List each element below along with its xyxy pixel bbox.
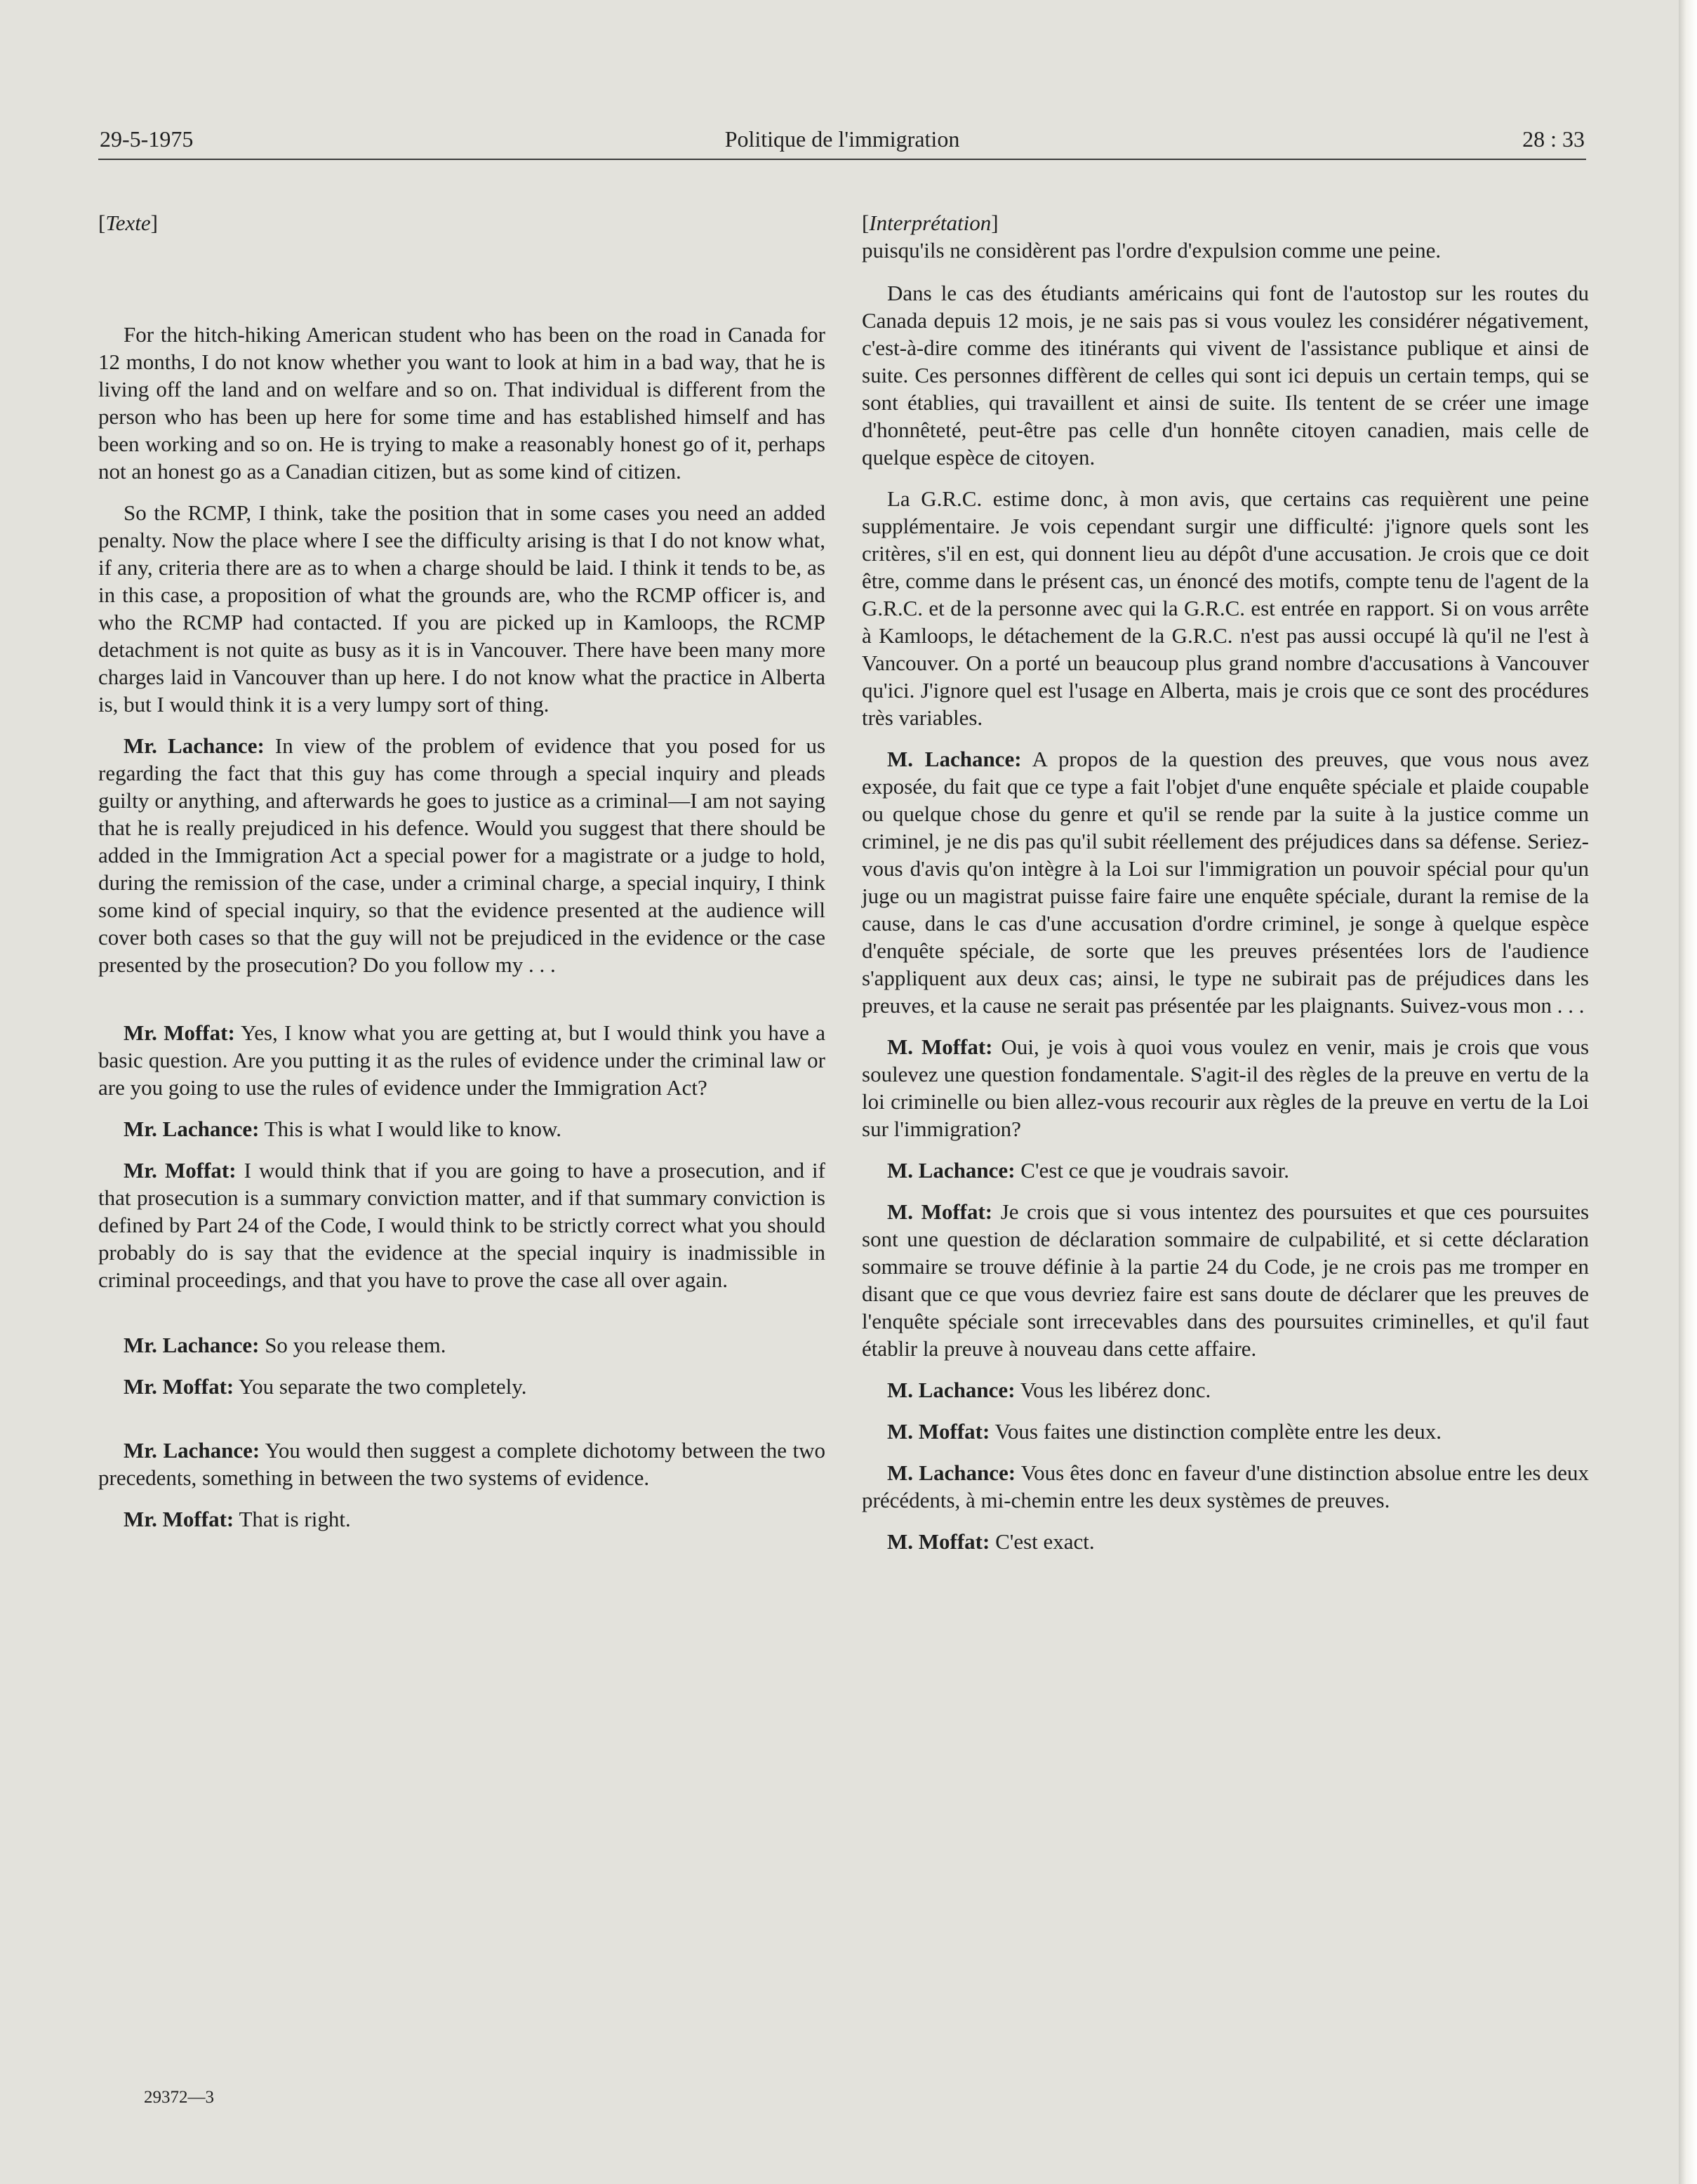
paragraph: M. Moffat: C'est exact. bbox=[887, 1529, 1095, 1554]
paragraph: Mr. Moffat: I would think that if you are going to have a prosecution, and if that prosecution is a summary conviction matter, and if that summary conviction is defined by Part 24 of the Code, I would think to be strictly correct what you should probably do is say that the evidence at the special inquiry is inadmissible in criminal proceedings, and that you have to prove the case all over again. bbox=[98, 1158, 825, 1292]
paragraph: M. Moffat: Je crois que si vous intentez des poursuites et que ces poursuites sont une question de déclaration sommaire de culpabilité, et si cette déclaration sommaire se trouve définie à la partie 24 du Code, je ne crois pas me tromper en disant que ce que vous devriez faire est sans doute de déclarer que les preuves de l'enquête spéciale sont irrecevables dans des poursuites criminelles, et qu'il faut établir la preuve à nouveau dans cette affaire. bbox=[862, 1199, 1590, 1361]
paragraph: La G.R.C. estime donc, à mon avis, que certains cas requièrent une peine supplémentaire. Je vois cependant surgir une difficulté: j'ignore quels sont les critères, s'il en est, qui donnent lieu au dépôt d'une accusation. Je crois que ce doit être, comme dans le présent cas, un énoncé des motifs, compte tenu de l'agent de la G.R.C. et de la personne avec qui la G.R.C. est entrée en rapport. Si on vous arrête à Kamloops, le détachement de la G.R.C. n'est pas aussi occupé là qu'il ne l'est à Vancouver. On a porté un beaucoup plus grand nombre d'accusations à Vancouver qu'ici. J'ignore quel est l'usage en Alberta, mais je crois que ce sont des procédures très variables. bbox=[862, 486, 1589, 730]
paragraph: M. Lachance: Vous êtes donc en faveur d'une distinction absolue entre les deux précédents, à mi-chemin entre les deux systèmes de preuves. bbox=[862, 1460, 1589, 1512]
paragraph: Mr. Lachance: You would then suggest a complete dichotomy between the two precedents, something in between the two systems of evidence. bbox=[98, 1438, 825, 1490]
running-header bbox=[98, 126, 1586, 160]
paragraph: M. Lachance: Vous les libérez donc. bbox=[887, 1378, 1211, 1402]
paragraph: For the hitch-hiking American student who has been on the road in Canada for 12 months, I do not know whether you want to look at him in a bad way, that he is living off the land and on welfare and so on. That individual is different from the person who has been up here for some time and has established himself and has been working and so on. He is trying to make a reasonably honest go of it, perhaps not an honest go as a Canadian citizen, but as some kind of citizen. bbox=[98, 322, 825, 484]
header-title: Politique de l'immigration bbox=[724, 126, 960, 152]
right-column bbox=[862, 209, 1589, 1555]
section-label: [Interprétation] bbox=[862, 211, 999, 235]
print-code: 29372—3 bbox=[144, 2088, 214, 2107]
paragraph: M. Moffat: Vous faites une distinction complète entre les deux. bbox=[887, 1419, 1442, 1444]
paragraph: Mr. Moffat: That is right. bbox=[124, 1507, 351, 1531]
paragraph: puisqu'ils ne considèrent pas l'ordre d'expulsion comme une peine. bbox=[862, 238, 1442, 262]
paragraph: Mr. Moffat: You separate the two completely. bbox=[124, 1374, 527, 1399]
paragraph: Mr. Lachance: This is what I would like to know. bbox=[124, 1117, 561, 1141]
paragraph: Dans le cas des étudiants américains qui font de l'autostop sur les routes du Canada depuis 12 mois, je ne sais pas si vous voulez les considérer négativement, c'est-à-dire comme des itinérants qui vivent de l'assistance publique et ainsi de suite. Ces personnes diffèrent de celles qui sont ici depuis un certain temps, qui se sont établies, qui travaillent et ainsi de suite. Ils tentent de se créer une image d'honnêteté, peut-être pas celle d'un honnête citoyen canadien, mais celle de quelque espèce de citoyen. bbox=[862, 281, 1589, 470]
paragraph: M. Lachance: A propos de la question des preuves, que vous nous avez exposée, du fait que ce type a fait l'objet d'une enquête spéciale et plaide coupable ou quelque chose du genre et qu'il se rende par la suite à la justice comme un criminel, je ne dis pas qu'il subit réellement des préjudices dans sa défense. Seriez-vous d'avis qu'on intègre à la Loi sur l'immigration un pouvoir spécial pour qu'un juge ou un magistrat puisse faire faire une enquête spéciale, durant la remise de la cause, dans le cas d'une accusation d'ordre criminel, je songe à quelque espèce d'enquête spéciale, de sorte que les preuves présentées lors de l'audience s'appliquent aux deux cas; ainsi, le type ne subirait pas de préjudices dans les preuves, et la cause ne serait pas présentée par les plaignants. Suivez-vous mon . . . bbox=[862, 747, 1589, 1018]
paragraph: Mr. Moffat: Yes, I know what you are getting at, but I would think you have a basic question. Are you putting it as the rules of evidence under the criminal law or are you going to use the rules of evidence under the Immigration Act? bbox=[98, 1020, 825, 1100]
left-column bbox=[98, 209, 825, 1533]
page-edge-shadow bbox=[1679, 0, 1697, 2184]
paragraph: M. Lachance: C'est ce que je voudrais savoir. bbox=[887, 1158, 1289, 1183]
paragraph: Mr. Lachance: So you release them. bbox=[124, 1333, 446, 1357]
paragraph: So the RCMP, I think, take the position that in some cases you need an added penalty. Now the place where I see the difficulty arising is that I do not know what, if any, criteria there are as to when a charge should be laid. I think it tends to be, as in this case, a proposition of what the grounds are, who the RCMP officer is, and who the RCMP had contacted. If you are picked up in Kamloops, the RCMP detachment is not quite as busy as it is in Vancouver. There have been many more charges laid in Vancouver than up here. I do not know what the practice in Alberta is, but I would think it is a very lumpy sort of thing. bbox=[98, 500, 825, 717]
header-page-number: 28 : 33 bbox=[1522, 126, 1585, 152]
section-label: [Texte] bbox=[98, 211, 158, 235]
header-date: 29-5-1975 bbox=[100, 126, 194, 152]
paragraph: Mr. Lachance: In view of the problem of evidence that you posed for us regarding the fact that this guy has come through a special inquiry and pleads guilty or anything, and afterwards he goes to justice as a criminal—I am not saying that he is really prejudiced in his defence. Would you suggest that there should be added in the Immigration Act a special power for a magistrate or a judge to hold, during the remission of the case, under a criminal charge, a special inquiry, I think some kind of special inquiry, so that the evidence presented at the audience will cover both cases so that the guy will not be prejudiced in the evidence or the case presented by the prosecution? Do you follow my . . . bbox=[98, 733, 826, 977]
paragraph: M. Moffat: Oui, je vois à quoi vous voulez en venir, mais je crois que vous soulevez une question fondamentale. S'agit-il des règles de la preuve en vertu de la loi criminelle ou bien allez-vous recourir aux règles de la preuve en vertu de la Loi sur l'immigration? bbox=[862, 1034, 1590, 1141]
